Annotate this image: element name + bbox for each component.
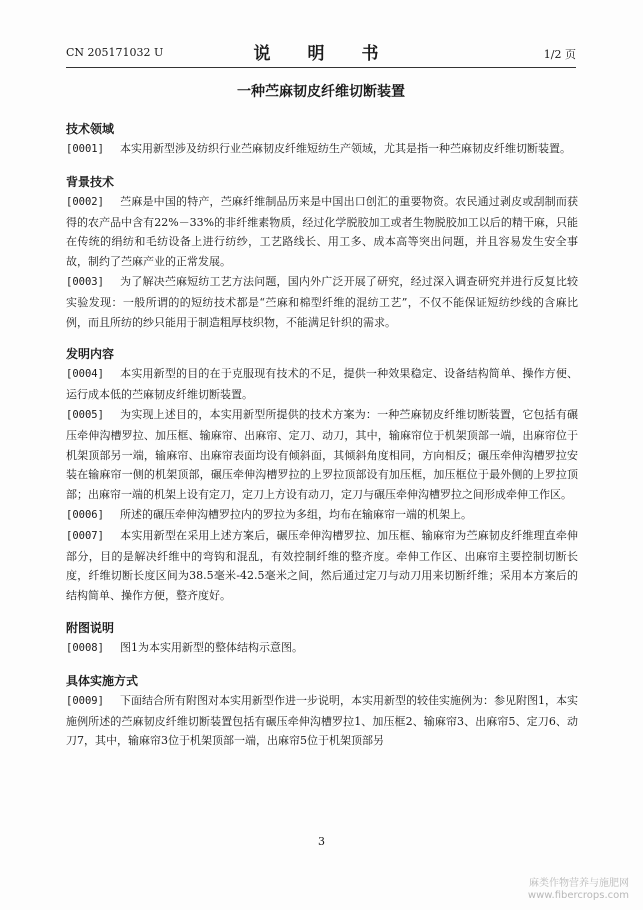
paragraph-number: [0005]	[66, 408, 104, 421]
page-header	[66, 38, 576, 68]
section-heading: 技术领域	[66, 122, 115, 136]
page-number: 3	[318, 835, 325, 848]
paragraph-text: 下面结合所有附图对本实用新型作进一步说明，本实用新型的较佳实施例为：参见附图1，本实施例所述的苎麻韧皮纤维切断装置包括有碾压牵伸沟槽罗拉1、加压框2、输麻帘3、出麻帘5、定刀6、动刀7，其中，输麻帘3位于机架顶部一端，出麻帘5位于机架顶部另	[66, 693, 578, 748]
paragraph-number: [0002]	[66, 195, 104, 208]
paragraph	[66, 691, 578, 751]
document-title: 一种苎麻韧皮纤维切断装置	[237, 84, 405, 100]
section-heading: 背景技术	[66, 174, 115, 189]
paragraph-text: 为了解决苎麻短纺工艺方法问题，国内外广泛开展了研究，经过深入调查研究并进行反复比较实验发现：一般所谓的的短纺技术都是“苎麻和棉型纤维的混纺工艺”，不仅不能保证短纺纱线的含麻比例，而且所纺的纱只能用于制造粗厚枝织物，不能满足针织的需求。	[66, 274, 578, 329]
paragraph-number: [0009]	[66, 694, 104, 707]
paragraph-number: [0008]	[66, 641, 104, 654]
section-heading: 具体实施方式	[66, 673, 139, 688]
section-heading: 附图说明	[66, 620, 115, 635]
page-info: 1/2 页	[543, 48, 576, 61]
paragraph	[66, 405, 578, 505]
paragraph-number: [0006]	[66, 508, 104, 521]
patent-number: CN 205171032 U	[66, 46, 164, 59]
paragraph	[66, 139, 578, 160]
paragraph-number: [0004]	[66, 368, 104, 381]
paragraph-text: 图1为本实用新型的整体结构示意图。	[120, 640, 303, 654]
paragraph	[66, 192, 578, 272]
paragraph-number: [0007]	[66, 529, 104, 542]
paragraph-text: 本实用新型的目的在于克服现有技术的不足，提供一种效果稳定、设备结构简单、操作方便、运行成本低的苎麻韧皮纤维切断装置。	[66, 367, 578, 402]
paragraph	[66, 638, 578, 659]
paragraph-number: [0003]	[66, 275, 104, 288]
watermark-line: 麻类作物营养与施肥网	[529, 878, 629, 889]
paragraph	[66, 272, 578, 332]
paragraph-number: [0001]	[66, 143, 104, 155]
paragraph-text: 苎麻是中国的特产，苎麻纤维制品历来是中国出口创汇的重要物资。农民通过剥皮或刮制而获得的农产品中含有22%－33%的非纤维素物质，经过化学脱胶加工或者生物脱胶加工以后的精干麻，只能在传统的绢纺和毛纺设备上进行纺纱，工艺路线长、用工多、成本高等突出问题，并且容易发生安全事故，制约了苎麻产业的正常发展。	[66, 194, 578, 269]
paragraph-text: 本实用新型在采用上述方案后，碾压牵伸沟槽罗拉、加压框、输麻帘为苎麻韧皮纤维理直牵伸部分，目的是解决纤维中的弯钩和混乱，有效控制纤维的整齐度。牵伸工作区、出麻帘主要控制切断长度，纤维切断长度区间为38.5毫米-42.5毫米之间，然后通过定刀与动刀用来切断纤维；采用本方案后的结构简单、操作方便，整齐度好。	[66, 528, 578, 603]
paragraph-text: 所述的碾压牵伸沟槽罗拉内的罗拉为多组，均布在输麻帘一端的机架上。	[120, 507, 472, 521]
site-watermark	[528, 878, 629, 902]
section-heading: 发明内容	[66, 347, 115, 362]
paragraph	[66, 364, 578, 405]
document-body	[66, 120, 578, 751]
paragraph-text: 本实用新型涉及纺织行业苎麻韧皮纤维短纺生产领域，尤其是指一种苎麻韧皮纤维切断装置。	[120, 142, 571, 155]
document-type: 说 明 书	[253, 44, 389, 64]
paragraph	[66, 505, 578, 526]
watermark-url: www.fibercrops.com	[527, 890, 629, 901]
paragraph-text: 为实现上述目的，本实用新型所提供的技术方案为：一种苎麻韧皮纤维切断装置，它包括有碾压牵伸沟槽罗拉、加压框、输麻帘、出麻帘、定刀、动刀，其中，输麻帘位于机架顶部一端，出麻帘位于机架顶部另一端，输麻帘、出麻帘表面均设有倾斜面，其倾斜角度相同，方向相反；碾压牵伸沟槽罗拉安装在输麻帘一侧的机架顶部，碾压牵伸沟槽罗拉的上罗拉顶部设有加压框，加压框位于最外侧的上罗拉顶部；出麻帘一端的机架上设有定刀，定刀上方设有动刀，定刀与碾压牵伸沟槽罗拉之间形成牵伸工作区。	[66, 407, 578, 502]
paragraph	[66, 526, 578, 606]
